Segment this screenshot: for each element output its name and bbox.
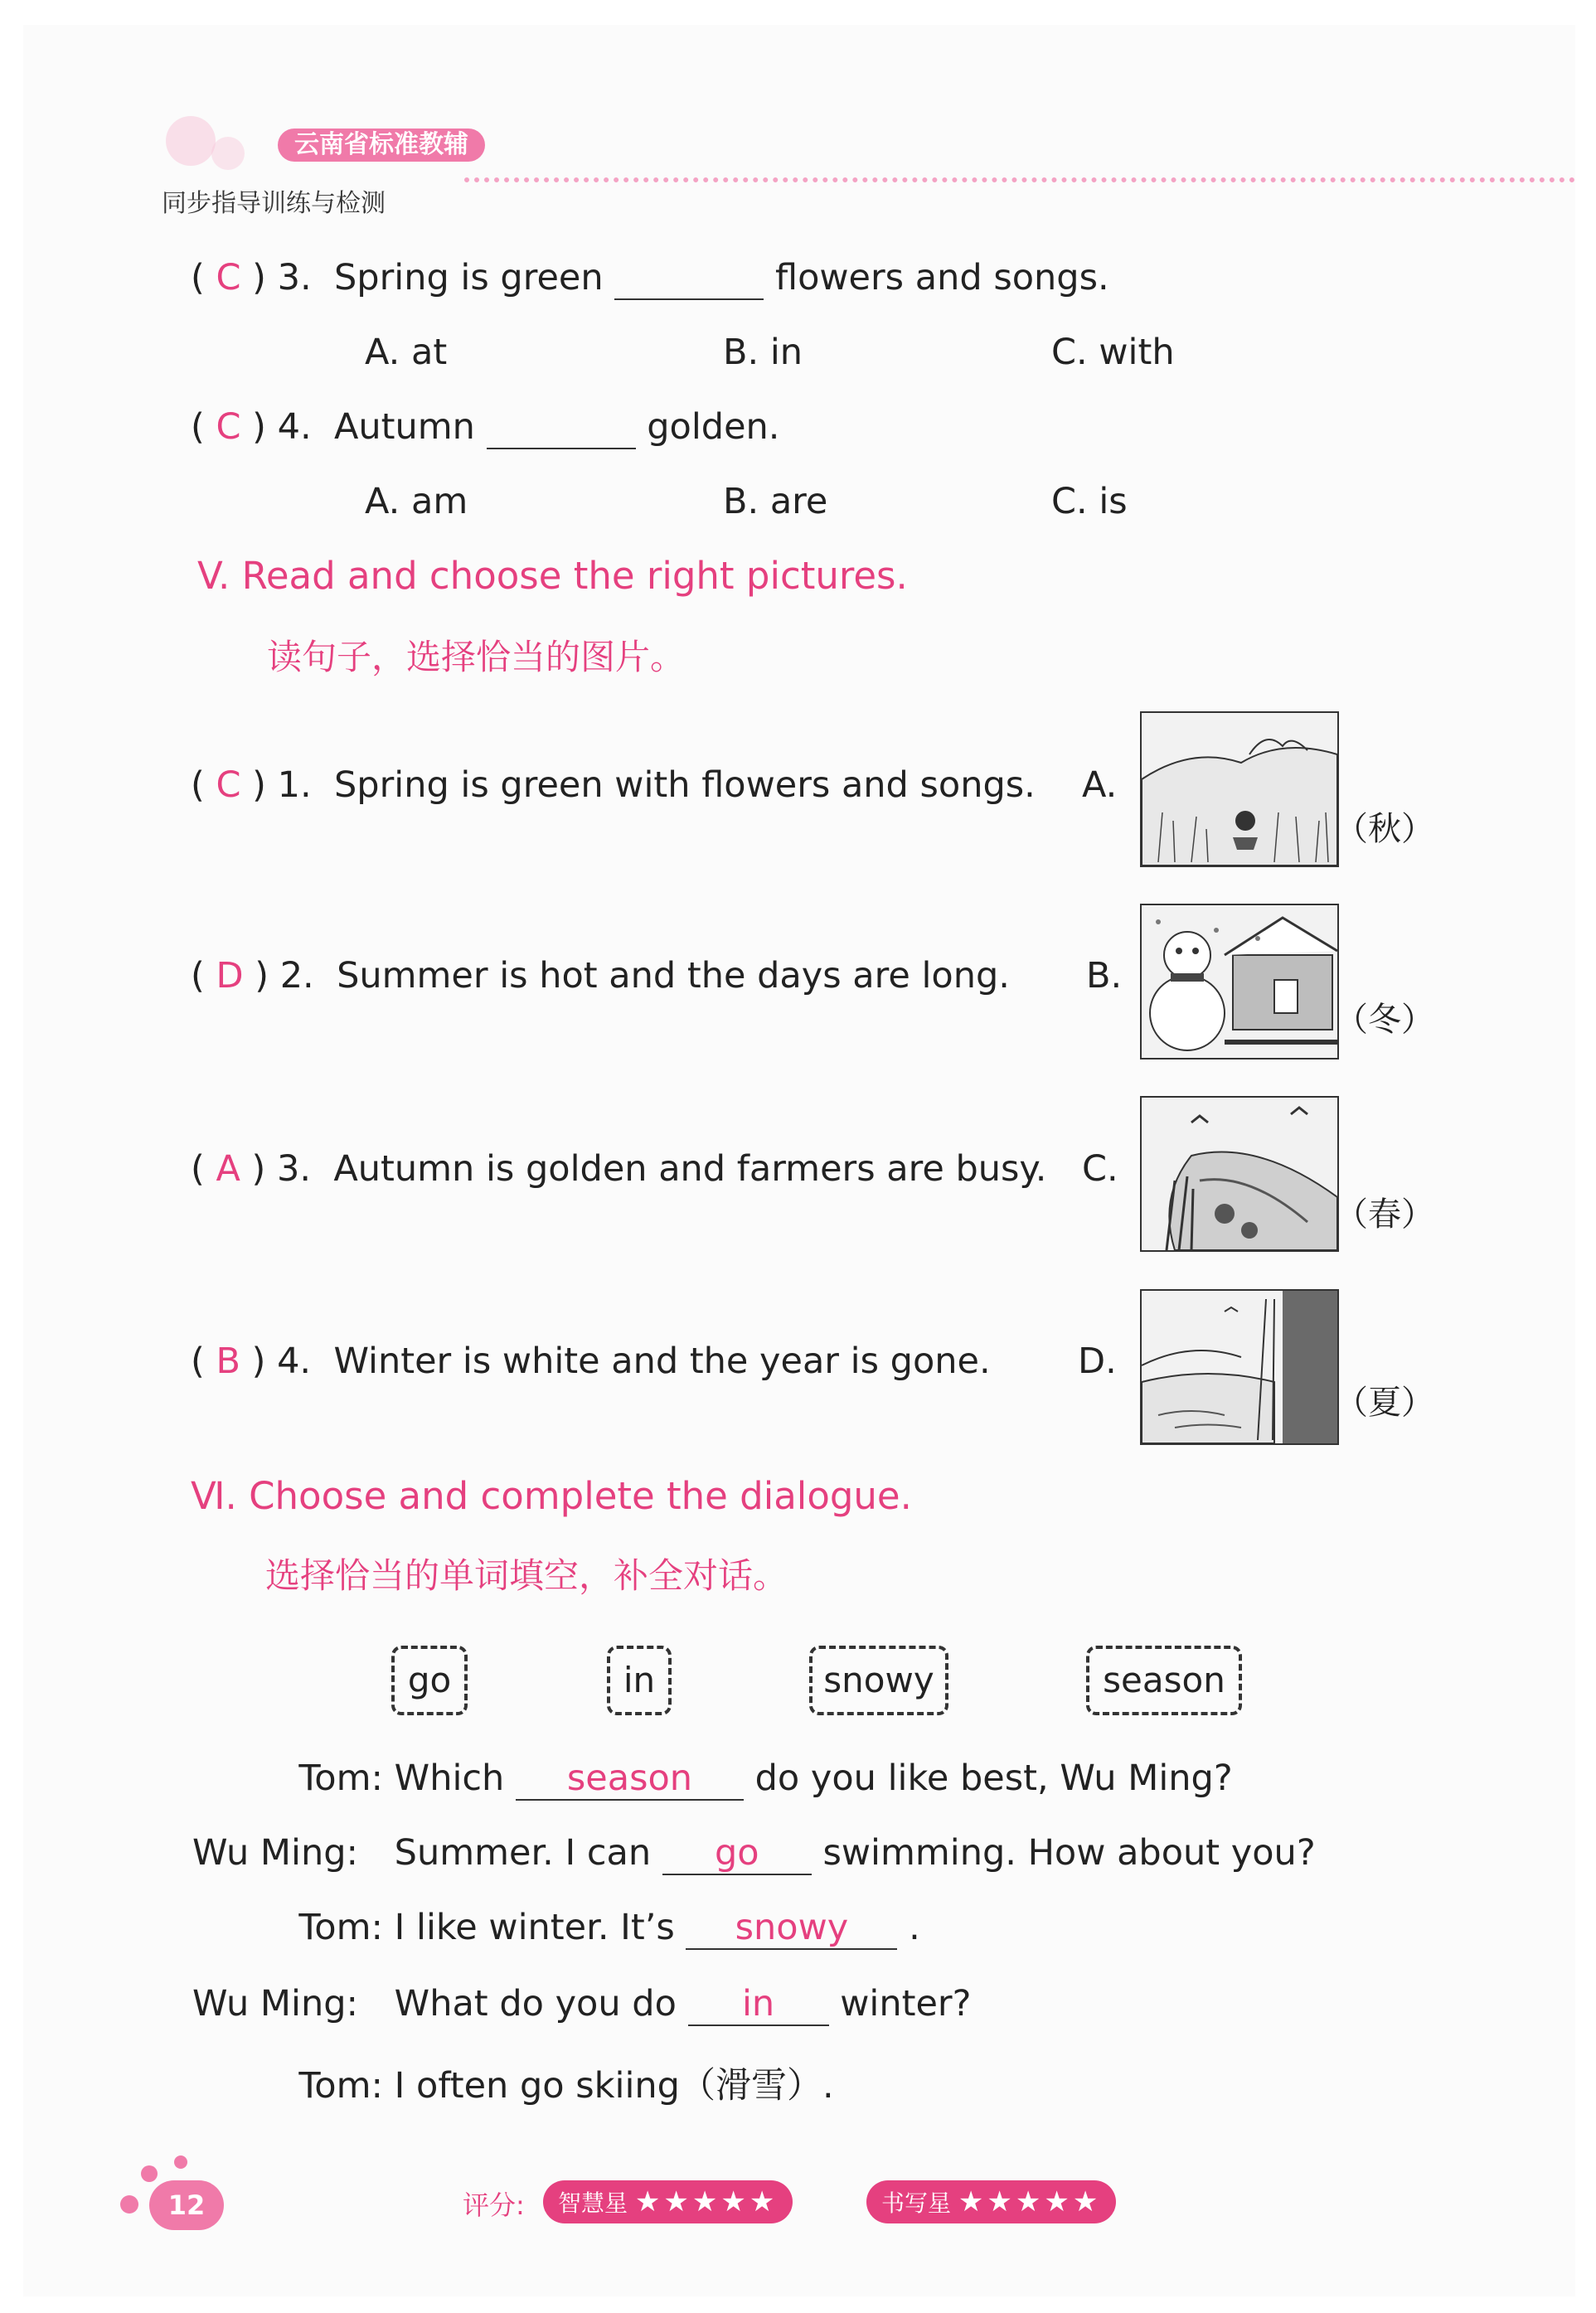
speaker-label: Tom: bbox=[298, 1758, 383, 1799]
season-label: （冬） bbox=[1335, 1001, 1434, 1039]
section-title: Ⅵ. Choose and complete the dialogue. bbox=[191, 1474, 912, 1518]
snowman-house-picture[interactable] bbox=[1140, 904, 1339, 1060]
answer-mark: C bbox=[216, 764, 241, 806]
question-text: Autumn bbox=[333, 406, 475, 448]
spring-river-picture[interactable] bbox=[1140, 1096, 1339, 1252]
answer-mark: C bbox=[216, 406, 241, 448]
question-text: golden. bbox=[647, 406, 780, 448]
dialogue-text: Which bbox=[394, 1758, 505, 1799]
dialogue-line bbox=[192, 1983, 971, 2026]
dialogue-text: . bbox=[909, 1907, 920, 1948]
section-subtitle: 选择恰当的单词填空，补全对话。 bbox=[265, 1555, 788, 1596]
writing-star-rating[interactable] bbox=[866, 2180, 1116, 2223]
section-title: V. Read and choose the right pictures. bbox=[197, 554, 908, 598]
dot-decoration bbox=[141, 2165, 158, 2182]
picture-letter: C. bbox=[1082, 1148, 1118, 1190]
answer-mark: A bbox=[216, 1148, 240, 1190]
matching-row: ( D ) 2. Summer is hot and the days are long. bbox=[191, 955, 1010, 996]
question-number: 1. bbox=[277, 764, 312, 806]
dialogue-text: Summer. I can bbox=[394, 1832, 652, 1874]
sentence: Winter is white and the year is gone. bbox=[333, 1341, 991, 1382]
matching-row: ( A ) 3. Autumn is golden and farmers are busy. bbox=[191, 1148, 1047, 1190]
question-text: flowers and songs. bbox=[774, 257, 1109, 298]
question-row: ( C ) 3. Spring is green flowers and songs. bbox=[191, 257, 1109, 298]
dialogue-text: I like winter. It’s bbox=[394, 1907, 675, 1948]
dialogue-text: do you like best, Wu Ming? bbox=[754, 1758, 1233, 1799]
matching-row: ( B ) 4. Winter is white and the year is gone. bbox=[191, 1341, 991, 1382]
picture-letter: D. bbox=[1078, 1341, 1117, 1382]
sentence: Spring is green with flowers and songs. bbox=[333, 764, 1036, 806]
word-bank-go[interactable]: go bbox=[391, 1646, 468, 1715]
sentence: Autumn is golden and farmers are busy. bbox=[333, 1148, 1047, 1190]
header-badge: 云南省标准教辅 bbox=[278, 128, 485, 162]
question-row: ( C ) 4. Autumn golden. bbox=[191, 406, 780, 448]
word-bank-season[interactable]: season bbox=[1086, 1646, 1242, 1715]
answer-mark: C bbox=[216, 257, 241, 298]
dialogue-line bbox=[192, 1758, 1233, 1801]
picture-letter: B. bbox=[1086, 955, 1123, 996]
star-icon[interactable]: ★★★★★ bbox=[958, 2185, 1102, 2218]
question-number: 4. bbox=[277, 406, 312, 448]
flower-decoration bbox=[166, 116, 216, 166]
section-subtitle: 读句子，选择恰当的图片。 bbox=[267, 637, 686, 677]
answer-blank[interactable]: in bbox=[688, 1983, 829, 2026]
word-bank-in[interactable]: in bbox=[607, 1646, 672, 1715]
answer-mark: D bbox=[216, 955, 244, 996]
dialogue-line bbox=[192, 1832, 1316, 1875]
answer-blank[interactable]: season bbox=[516, 1758, 744, 1801]
writing-star-label: 书写星 bbox=[881, 2189, 952, 2217]
picture-letter: A. bbox=[1082, 764, 1118, 806]
dialogue-text: What do you do bbox=[394, 1983, 677, 2024]
season-label: （秋） bbox=[1335, 810, 1434, 848]
speaker-label: Tom: bbox=[298, 1907, 383, 1948]
dialogue-line bbox=[192, 2058, 834, 2108]
option-c[interactable]: C. is bbox=[1051, 481, 1128, 522]
answer-blank[interactable] bbox=[487, 406, 636, 449]
option-a[interactable]: A. at bbox=[365, 332, 448, 373]
option-b[interactable]: B. are bbox=[723, 481, 828, 522]
dot-decoration bbox=[120, 2195, 138, 2214]
header-divider bbox=[464, 177, 1575, 182]
wisdom-star-label: 智慧星 bbox=[558, 2189, 628, 2217]
dot-decoration bbox=[174, 2155, 187, 2169]
answer-blank[interactable] bbox=[614, 257, 764, 300]
star-icon[interactable]: ★★★★★ bbox=[634, 2185, 779, 2218]
question-number: 3. bbox=[277, 257, 312, 298]
question-text: Spring is green bbox=[333, 257, 604, 298]
flower-decoration bbox=[211, 137, 245, 170]
answer-blank[interactable]: snowy bbox=[686, 1907, 897, 1950]
dialogue-text: swimming. How about you? bbox=[822, 1832, 1316, 1874]
summer-pond-picture[interactable] bbox=[1140, 1289, 1339, 1445]
dialogue-line bbox=[192, 1907, 920, 1950]
question-number: 2. bbox=[279, 955, 314, 996]
answer-mark: B bbox=[216, 1341, 240, 1382]
autumn-field-picture[interactable] bbox=[1140, 711, 1339, 867]
word-bank-snowy[interactable]: snowy bbox=[809, 1646, 948, 1715]
season-label: （夏） bbox=[1335, 1384, 1434, 1422]
season-label: （春） bbox=[1335, 1195, 1434, 1234]
dialogue-text: winter? bbox=[840, 1983, 972, 2024]
page-number: 12 bbox=[149, 2180, 224, 2230]
matching-row: ( C ) 1. Spring is green with flowers and songs. bbox=[191, 764, 1036, 806]
speaker-label: Wu Ming: bbox=[192, 1983, 358, 2024]
dialogue-text: I often go skiing（滑雪）. bbox=[394, 2065, 834, 2107]
option-c[interactable]: C. with bbox=[1051, 332, 1175, 373]
option-a[interactable]: A. am bbox=[365, 481, 468, 522]
speaker-label: Wu Ming: bbox=[192, 1832, 358, 1874]
question-number: 4. bbox=[277, 1341, 312, 1382]
option-b[interactable]: B. in bbox=[723, 332, 803, 373]
sentence: Summer is hot and the days are long. bbox=[337, 955, 1010, 996]
speaker-label: Tom: bbox=[298, 2065, 383, 2107]
header-subtitle: 同步指导训练与检测 bbox=[162, 189, 386, 218]
question-number: 3. bbox=[277, 1148, 312, 1190]
answer-blank[interactable]: go bbox=[662, 1832, 812, 1875]
score-label: 评分: bbox=[463, 2189, 525, 2221]
wisdom-star-rating[interactable] bbox=[543, 2180, 793, 2223]
